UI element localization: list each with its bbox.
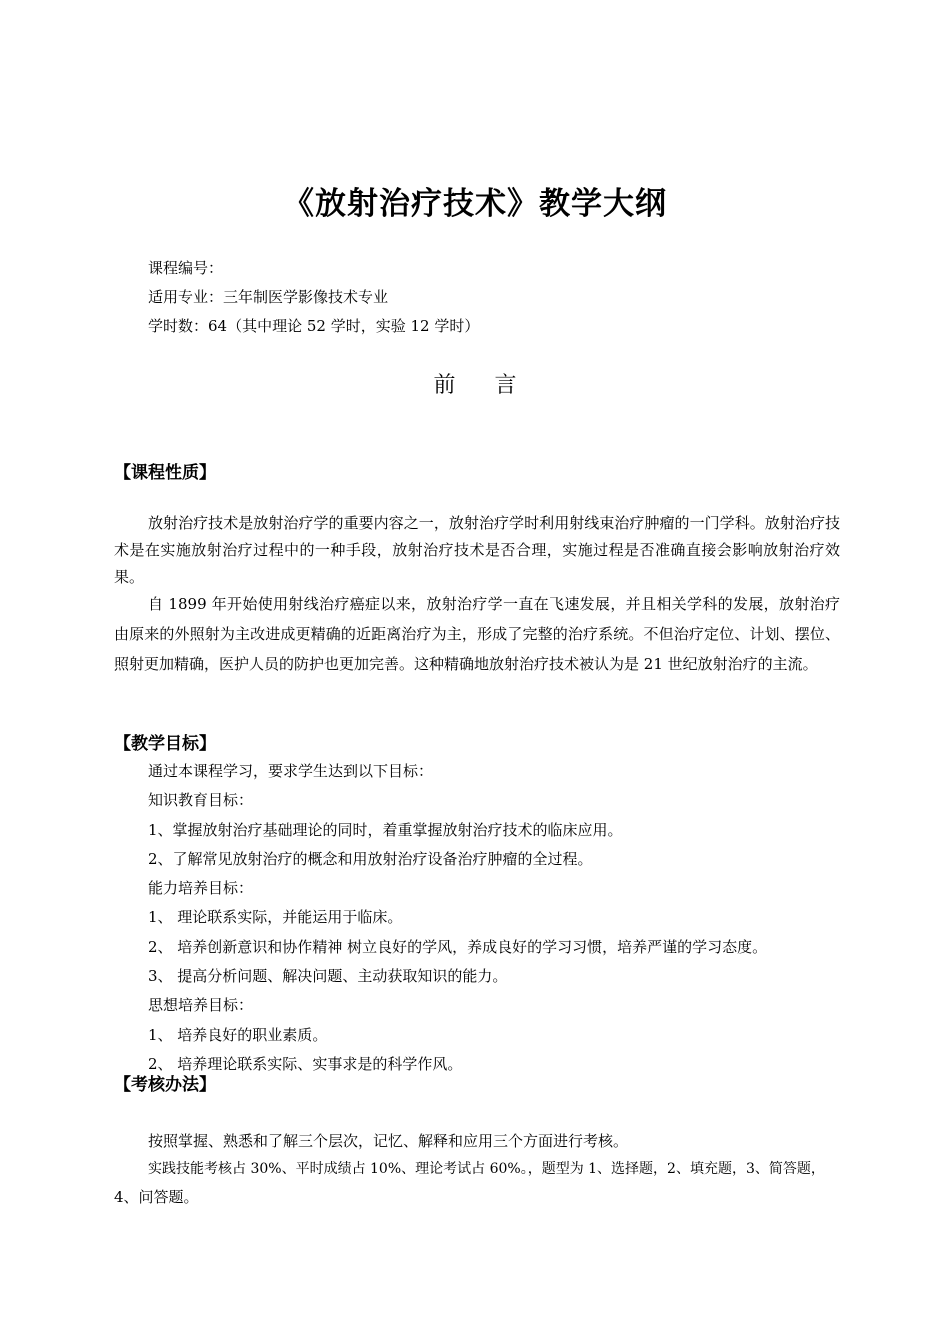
assessment-paragraph-2 [114, 1155, 840, 1211]
course-nature-paragraph-2 [114, 589, 840, 679]
class-hours: 学时数：64（其中理论 52 学时，实验 12 学时） [148, 317, 480, 335]
list-item: 通过本课程学习，要求学生达到以下目标： [148, 762, 434, 780]
section-heading-assessment: 【考核办法】 [114, 1075, 216, 1095]
preface-heading [0, 368, 950, 399]
paragraph: 放射治疗技术是放射治疗学的重要内容之一，放射治疗学时利用射线束治疗肿瘤的一门学科。放射治疗技术是在实施放射治疗过程中的一种手段，放射治疗技术是否合理，实施过程是否准确直接会影响放射治疗效果。 [114, 514, 840, 586]
paragraph: 自 1899 年开始使用射线治疗癌症以来，放射治疗学一直在飞速发展，并且相关学科的发展，放射治疗由原来的外照射为主改进成更精确的近距离治疗为主，形成了完整的治疗系统。不但治疗定位、计划、摆位、照射更加精确，医护人员的防护也更加完善。这种精确地放射治疗技术被认为是 21 世纪放射治疗的主流。 [114, 595, 840, 673]
assessment-paragraph-1 [114, 1126, 840, 1156]
list-item: 2、了解常见放射治疗的概念和用放射治疗设备治疗肿瘤的全过程。 [148, 849, 593, 868]
course-meta [148, 254, 479, 341]
list-item: 知识教育目标： [148, 791, 254, 810]
preface-char-2: 言 [494, 373, 517, 398]
teaching-goals-list [114, 757, 840, 1079]
section-heading-course-nature: 【课程性质】 [114, 463, 216, 483]
paragraph-line: 实践技能考核占 30%、平时成绩占 10%、理论考试占 60%。，题型为 1、选择题，2、填充题，3、简答题， [148, 1161, 825, 1177]
paragraph: 按照掌握、熟悉和了解三个层次，记忆、解释和应用三个方面进行考核。 [148, 1132, 629, 1150]
course-code: 课程编号： [148, 259, 224, 277]
paragraph-line: 4、问答题。 [114, 1188, 199, 1206]
list-item: 1、 理论联系实际，并能运用于临床。 [148, 908, 403, 927]
list-item: 3、 提高分析问题、解决问题、主动获取知识的能力。 [148, 967, 508, 986]
list-item: 思想培养目标： [148, 996, 254, 1015]
preface-char-1: 前 [433, 373, 456, 398]
list-item: 2、 培养创新意识和协作精神 树立良好的学风，养成良好的学习习惯，培养严谨的学习态度。 [148, 937, 768, 956]
applicable-major: 适用专业：三年制医学影像技术专业 [148, 288, 389, 306]
list-item: 能力培养目标： [148, 879, 254, 898]
document-title: 《放射治疗技术》教学大纲 [283, 186, 667, 222]
list-item: 1、 培养良好的职业素质。 [148, 1025, 328, 1044]
list-item: 2、 培养理论联系实际、实事求是的科学作风。 [148, 1054, 463, 1073]
section-heading-teaching-goals: 【教学目标】 [114, 734, 216, 754]
course-nature-paragraph-1 [114, 510, 840, 591]
list-item: 1、掌握放射治疗基础理论的同时，着重掌握放射治疗技术的临床应用。 [148, 820, 623, 839]
